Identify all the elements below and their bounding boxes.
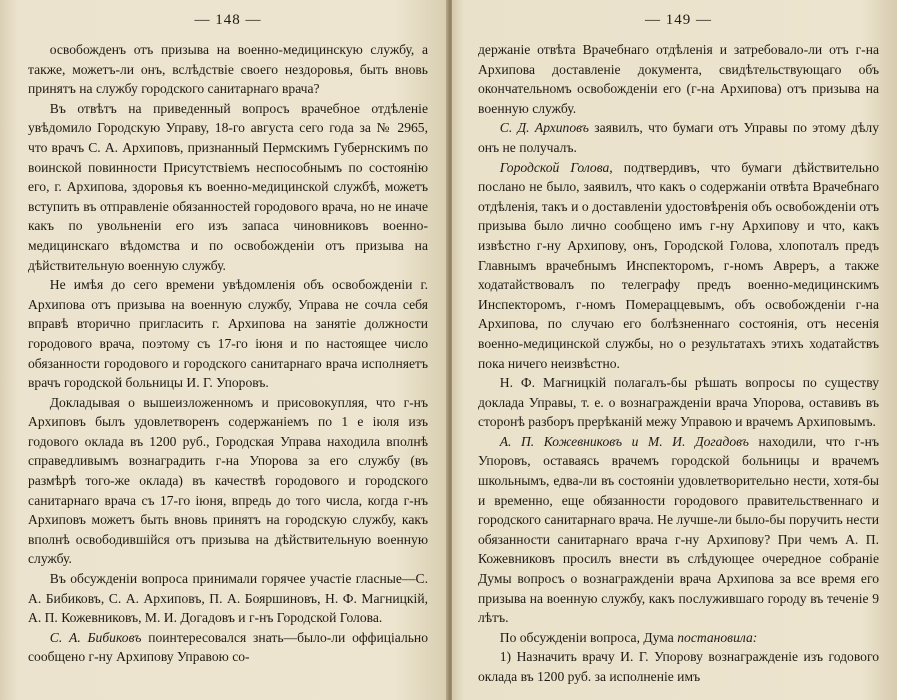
paragraph xyxy=(28,628,428,667)
paragraph-text: подтвердивъ, что бумаги дѣйствительно послано не было, заявилъ, что какъ о содержаніи отвѣта Врачебнаго отдѣленія, такъ и о доставленіи удостовѣренія объ освобожденіи отъ призыва было лично сообщено имъ г-ну Архипову и что, какъ извѣстно г-ну Архипову, онъ, Городской Голова, хлопоталъ предъ Главнымъ врачебнымъ Инспекторомъ, г-номъ Авреръ, а также ходатайствовалъ по телеграфу предъ военно-медицинскимъ Инспекторомъ, г-номъ Помераццевымъ, объ освобожденіи г-на Архипова, по случаю его болѣзненнаго состоянія, отъ несенія военно-медицинской службы, но о результатахъ этихъ ходатайствъ пока ничего неизвѣстно. xyxy=(478,159,879,371)
paragraph: освобожденъ отъ призыва на военно-медицинскую службу, а также, можетъ-ли онъ, вслѣдствіе своего нездоровья, быть вновь принятъ на службу городского санитарнаго врача? xyxy=(28,42,428,97)
paragraph: Докладывая о вышеизложенномъ и присовокупляя, что г-нъ Архиповъ былъ удовлетворенъ содержаніемъ по 1 е іюля изъ годового оклада въ 1200 руб., Городская Управа находила вполнѣ справедливымъ вознаградить г-на Упорова за его службу (въ размѣрѣ того-же оклада) въ качествѣ городового и городского санитарнаго врача съ 17-го іюня, впредь до того числа, когда г-нъ Архиповъ можетъ быть вновь принятъ на городскую службу, какъ вполнѣ освободившійся отъ призыва на дѣйствительную военную службу. xyxy=(28,394,428,567)
paragraph: Н. Ф. Магницкій полагалъ-бы рѣшать вопросы по существу доклада Управы, т. е. о вознагражденіи врача Упорова, оставивъ въ сторонѣ разборъ прерѣканій межу Управою и врачемъ Архиповымъ. xyxy=(478,375,879,430)
paragraph-text: поинтересовался знать—было-ли оффиціально сообщено г-ну Архипову Управою со- xyxy=(28,629,428,665)
paragraph xyxy=(478,628,879,648)
right-page xyxy=(452,0,897,700)
resolution-word: постановила: xyxy=(677,629,758,645)
paragraph: Въ отвѣтъ на приведенный вопросъ врачебное отдѣленіе увѣдомило Городскую Управу, 18-го августа сего года за № 2965, что врачъ С. А. Архиповъ, признанный Пермскимъ Губернскимъ по воинской повинности Присутствіемъ неспособнымъ по состоянію его, г. Архипова, здоровья къ военно-медицинской службѣ, можетъ вступить въ отправленіе обязанностей городового врача, но не иначе какъ по увольненіи его изъ запаса чиновниковъ военно-медицинскаго вѣдомства и по освобожденіи отъ призыва на дѣйствительную военную службу. xyxy=(28,100,428,273)
paragraph: Не имѣя до сего времени увѣдомленія объ освобожденіи г. Архипова отъ призыва на военную службу, Управа не сочла себя вправѣ вторично пригласить г. Архипова на занятіе должности городового врача, поэтому съ 17-го іюня и по настоящее число обязанности городового и городского санитарнаго врача исполняетъ врачъ городской больницы И. Г. Упоровъ. xyxy=(28,277,428,391)
speaker-name: А. П. Кожевниковъ и М. И. Догадовъ xyxy=(499,433,749,449)
speaker-name: С. А. Бибиковъ xyxy=(49,629,142,645)
paragraph: держаніе отвѣта Врачебнаго отдѣленія и затребовало-ли отъ г-на Архипова доставленіе документа, свидѣтельствующаго объ окончательномъ освобожденіи его (г-на Архипова) отъ призыва на военную службу. xyxy=(478,42,879,116)
paragraph-text: находили, что г-нъ Упоровъ, оставаясь врачемъ городской больницы и врачемъ школьнымъ, едва-ли въ состояніи удовлетворительно нести, хотя-бы и временно, еще обязанности городового правительственнаго и городского санитарнаго врача. Не лучше-ли было-бы поручить нести обязанности санитарнаго врача г-ну Архипову? При чемъ А. П. Кожевниковъ просилъ внести въ слѣдующее очередное собраніе Думы вопросъ о вознагражденіи врача Архипова за все время его призыва на военную службу, какъ послужившаго городу въ теченіе 9 лѣтъ. xyxy=(478,433,879,626)
page-number: — 148 — xyxy=(194,12,262,28)
paragraph-text: заявилъ, что бумаги отъ Управы по этому дѣлу онъ не получалъ. xyxy=(478,120,879,155)
speaker-name: Городской Голова, xyxy=(499,159,613,175)
page-number: — 149 — xyxy=(645,12,712,28)
speaker-name: С. Д. Архиповъ xyxy=(499,120,589,136)
paragraph xyxy=(478,432,879,628)
page-text xyxy=(28,40,428,667)
paragraph xyxy=(478,158,879,374)
left-page xyxy=(0,0,448,700)
paragraph: 1) Назначить врачу И. Г. Упорову вознагражденіе изъ годового оклада въ 1200 руб. за исполненіе имъ xyxy=(478,649,879,684)
paragraph xyxy=(478,118,879,157)
paragraph: Въ обсужденіи вопроса принимали горячее участіе гласные—С. А. Бибиковъ, С. А. Архиповъ, П. А. Бояршиновъ, Н. Ф. Магницкій, А. П. Кожевниковъ, М. И. Догадовъ и г-нъ Городской Голова. xyxy=(28,571,428,626)
page-text xyxy=(478,40,879,687)
paragraph-text: По обсужденіи вопроса, Дума xyxy=(499,629,678,645)
